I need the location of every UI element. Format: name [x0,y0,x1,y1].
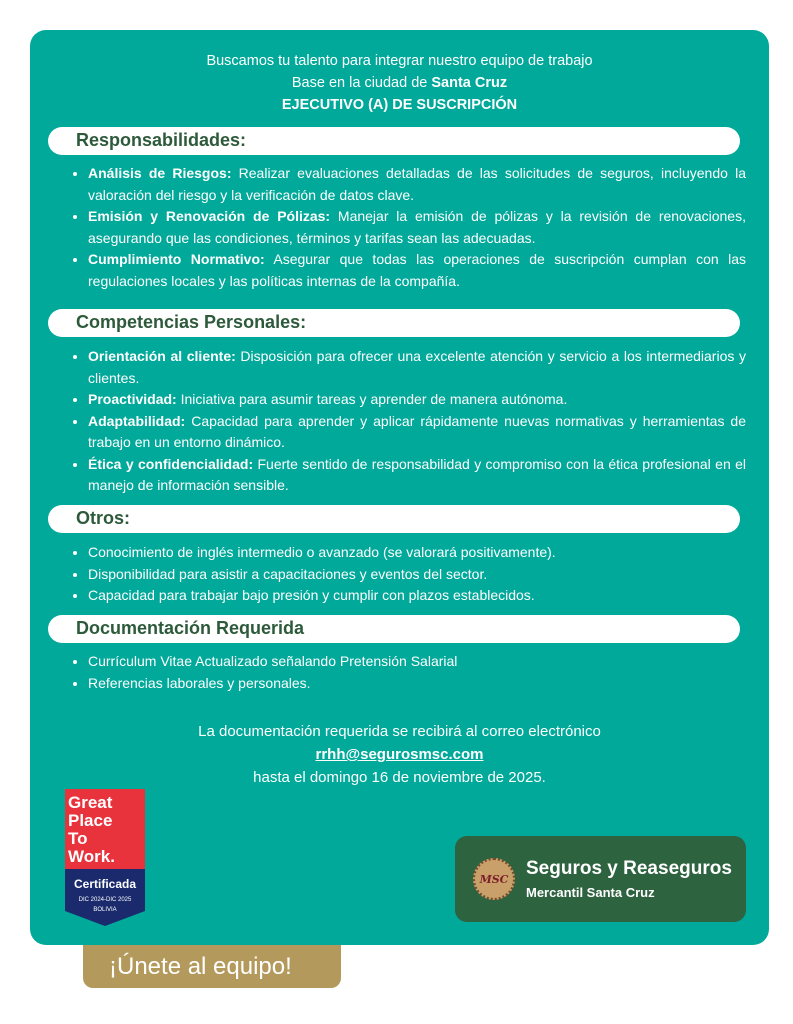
list-item: • Emisión y Renovación de Pólizas: Manejar la emisión de pólizas y la revisión de renovaciones, asegurando que las condiciones, términos y tarifas sean las adecuadas. [88,206,746,249]
svg-text:Place: Place [68,811,113,830]
list-item: • Análisis de Riesgos: Realizar evaluaciones detalladas de las solicitudes de seguros, incluyendo la valoración del riesgo y la verificación de datos clave. [88,163,746,206]
list-item: • Currículum Vitae Actualizado señalando Pretensión Salarial [88,651,746,673]
list-item: • Referencias laborales y personales. [88,673,746,695]
intro [30,50,769,116]
job-posting-card [30,30,769,945]
footer-instructions [30,720,769,789]
list-item: • Cumplimiento Normativo: Asegurar que todas las operaciones de suscripción cumplan con las regulaciones locales y las políticas internas de la compañía. [88,249,746,292]
svg-text:BOLIVIA: BOLIVIA [93,907,117,913]
section-title: Competencias Personales: [76,312,307,332]
location-line [30,72,769,94]
svg-text:Certificada: Certificada [73,877,137,891]
join-team-button[interactable]: ¡Únete al equipo! [83,945,341,988]
company-name: Seguros y Reaseguros [526,858,732,879]
section-header-responsabilidades [48,127,740,155]
email-link[interactable]: rrhh@segurosmsc.com [315,746,484,763]
list-item: • Orientación al cliente: Disposición para ofrecer una excelente atención y servicio a los intermediarios y clientes. [88,346,746,389]
svg-text:Work.: Work. [68,847,115,866]
section-title: Responsabilidades: [76,130,247,150]
list-responsabilidades [70,163,746,292]
list-item: • Adaptabilidad: Capacidad para aprender y aplicar rápidamente nuevas normativas y herramientas de trabajo en un entorno dinámico. [88,411,746,454]
footer-line: La documentación requerida se recibirá al correo electrónico [198,723,601,740]
section-title: Otros: [76,508,130,528]
list-competencias [70,346,746,497]
msc-seal-icon: MSC [473,858,515,900]
section-title: Documentación Requerida [76,618,305,638]
company-subtitle: Mercantil Santa Cruz [526,885,655,900]
intro-line: Buscamos tu talento para integrar nuestro equipo de trabajo [206,53,593,69]
list-documentacion [70,651,746,694]
svg-text:To: To [68,829,88,848]
section-header-otros [48,505,740,533]
list-otros [70,542,746,607]
list-item: • Ética y confidencialidad: Fuerte sentido de responsabilidad y compromiso con la ética profesional en el manejo de información sensible. [88,454,746,497]
great-place-to-work-badge [65,789,145,926]
list-item: • Capacidad para trabajar bajo presión y cumplir con plazos establecidos. [88,585,746,607]
location-prefix: Base en la ciudad de [291,75,432,91]
deadline: hasta el domingo 16 de noviembre de 2025. [253,769,546,786]
list-item: • Disponibilidad para asistir a capacitaciones y eventos del sector. [88,564,746,586]
list-item: • Conocimiento de inglés intermedio o avanzado (se valorará positivamente). [88,542,746,564]
svg-text:Great: Great [68,793,113,812]
city: Santa Cruz [431,75,508,91]
list-item: • Proactividad: Iniciativa para asumir tareas y aprender de manera autónoma. [88,389,746,411]
svg-text:DIC 2024-DIC 2025: DIC 2024-DIC 2025 [78,897,132,903]
company-logo-box [455,836,746,922]
section-header-competencias [48,309,740,337]
section-header-documentacion [48,615,740,643]
job-title: EJECUTIVO (A) DE SUSCRIPCIÓN [281,97,518,113]
